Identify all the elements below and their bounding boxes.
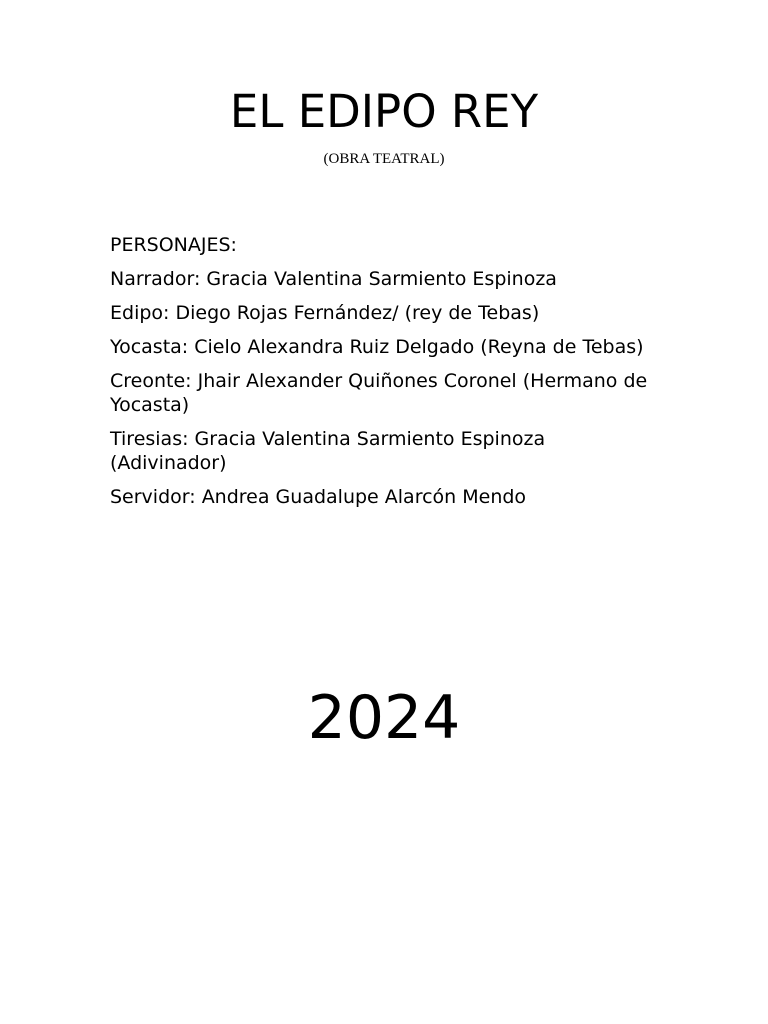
cast-item-servidor: Servidor: Andrea Guadalupe Alarcón Mendo xyxy=(110,486,527,508)
document-subtitle: (OBRA TEATRAL) xyxy=(323,151,445,167)
cast-item-tiresias: Tiresias: Gracia Valentina Sarmiento Espinoza (Adivinador) xyxy=(110,428,546,474)
cast-section xyxy=(110,233,650,519)
document-title: EL EDIPO REY xyxy=(229,85,539,138)
cast-item-narrador: Narrador: Gracia Valentina Sarmiento Espinoza xyxy=(110,268,557,290)
cast-heading: PERSONAJES: xyxy=(110,234,237,256)
cast-item-creonte: Creonte: Jhair Alexander Quiñones Coronel (Hermano de Yocasta) xyxy=(110,370,648,416)
cast-item-yocasta: Yocasta: Cielo Alexandra Ruiz Delgado (Reyna de Tebas) xyxy=(110,336,644,358)
cast-list xyxy=(110,267,650,509)
document-year: 2024 xyxy=(307,683,461,753)
cast-item-edipo: Edipo: Diego Rojas Fernández/ (rey de Tebas) xyxy=(110,302,540,324)
